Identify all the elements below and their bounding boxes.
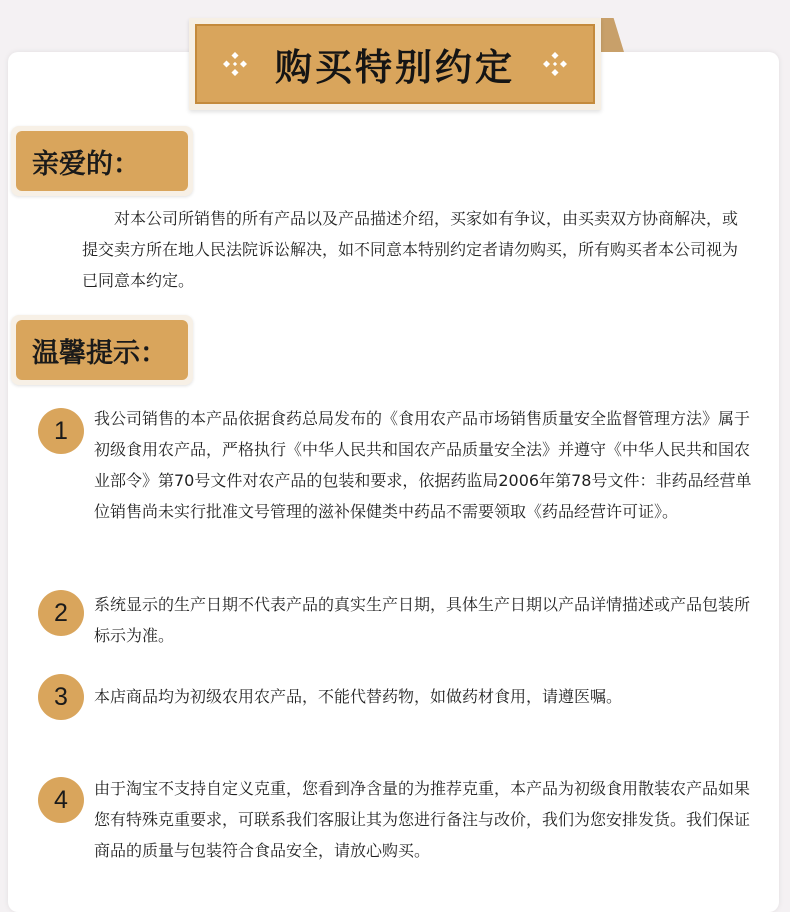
page-title: 购买特别约定	[275, 46, 515, 89]
item-number-badge: 2	[38, 590, 84, 636]
diamond-ornament-icon	[223, 52, 247, 76]
section-label-dear	[11, 126, 193, 196]
tip-item-text: 系统显示的生产日期不代表产品的真实生产日期，具体生产日期以产品详情描述或产品包装所标示为准。	[94, 595, 751, 645]
item-number-badge: 3	[38, 674, 84, 720]
tip-item-text: 我公司销售的本产品依据食药总局发布的《食用农产品市场销售质量安全监督管理方法》属于初级食用农产品，严格执行《中华人民共和国农产品质量安全法》并遵守《中华人民共和国农业部令》第70号文件对农产品的包装和要求，依据药监局2006年第78号文件：非药品经营单位销售尚未实行批准文号管理的滋补保健类中药品不需要领取《药品经营许可证》。	[94, 409, 752, 521]
title-banner-inner	[195, 24, 595, 104]
title-banner	[189, 18, 601, 110]
section-label-tips	[11, 315, 193, 385]
tip-item-text: 由于淘宝不支持自定义克重，您看到净含量的为推荐克重，本产品为初级食用散装农产品如果您有特殊克重要求，可联系我们客服让其为您进行备注与改价，我们为您安排发货。我们保证商品的质量与包装符合食品安全，请放心购买。	[94, 779, 751, 860]
section-label-text: 亲爱的：	[16, 131, 188, 191]
section-label-text: 温馨提示：	[16, 320, 188, 380]
tip-item-text: 本店商品均为初级农用农产品，不能代替药物，如做药材食用，请遵医嘱。	[94, 687, 623, 706]
item-number-badge: 1	[38, 408, 84, 454]
banner-fold	[598, 18, 624, 52]
dear-paragraph: 对本公司所销售的所有产品以及产品描述介绍，买家如有争议，由买卖双方协商解决，或提交卖方所在地人民法院诉讼解决，如不同意本特别约定者请勿购买，所有购买者本公司视为已同意本约定。	[82, 209, 739, 290]
diamond-ornament-icon	[543, 52, 567, 76]
item-number-badge: 4	[38, 777, 84, 823]
